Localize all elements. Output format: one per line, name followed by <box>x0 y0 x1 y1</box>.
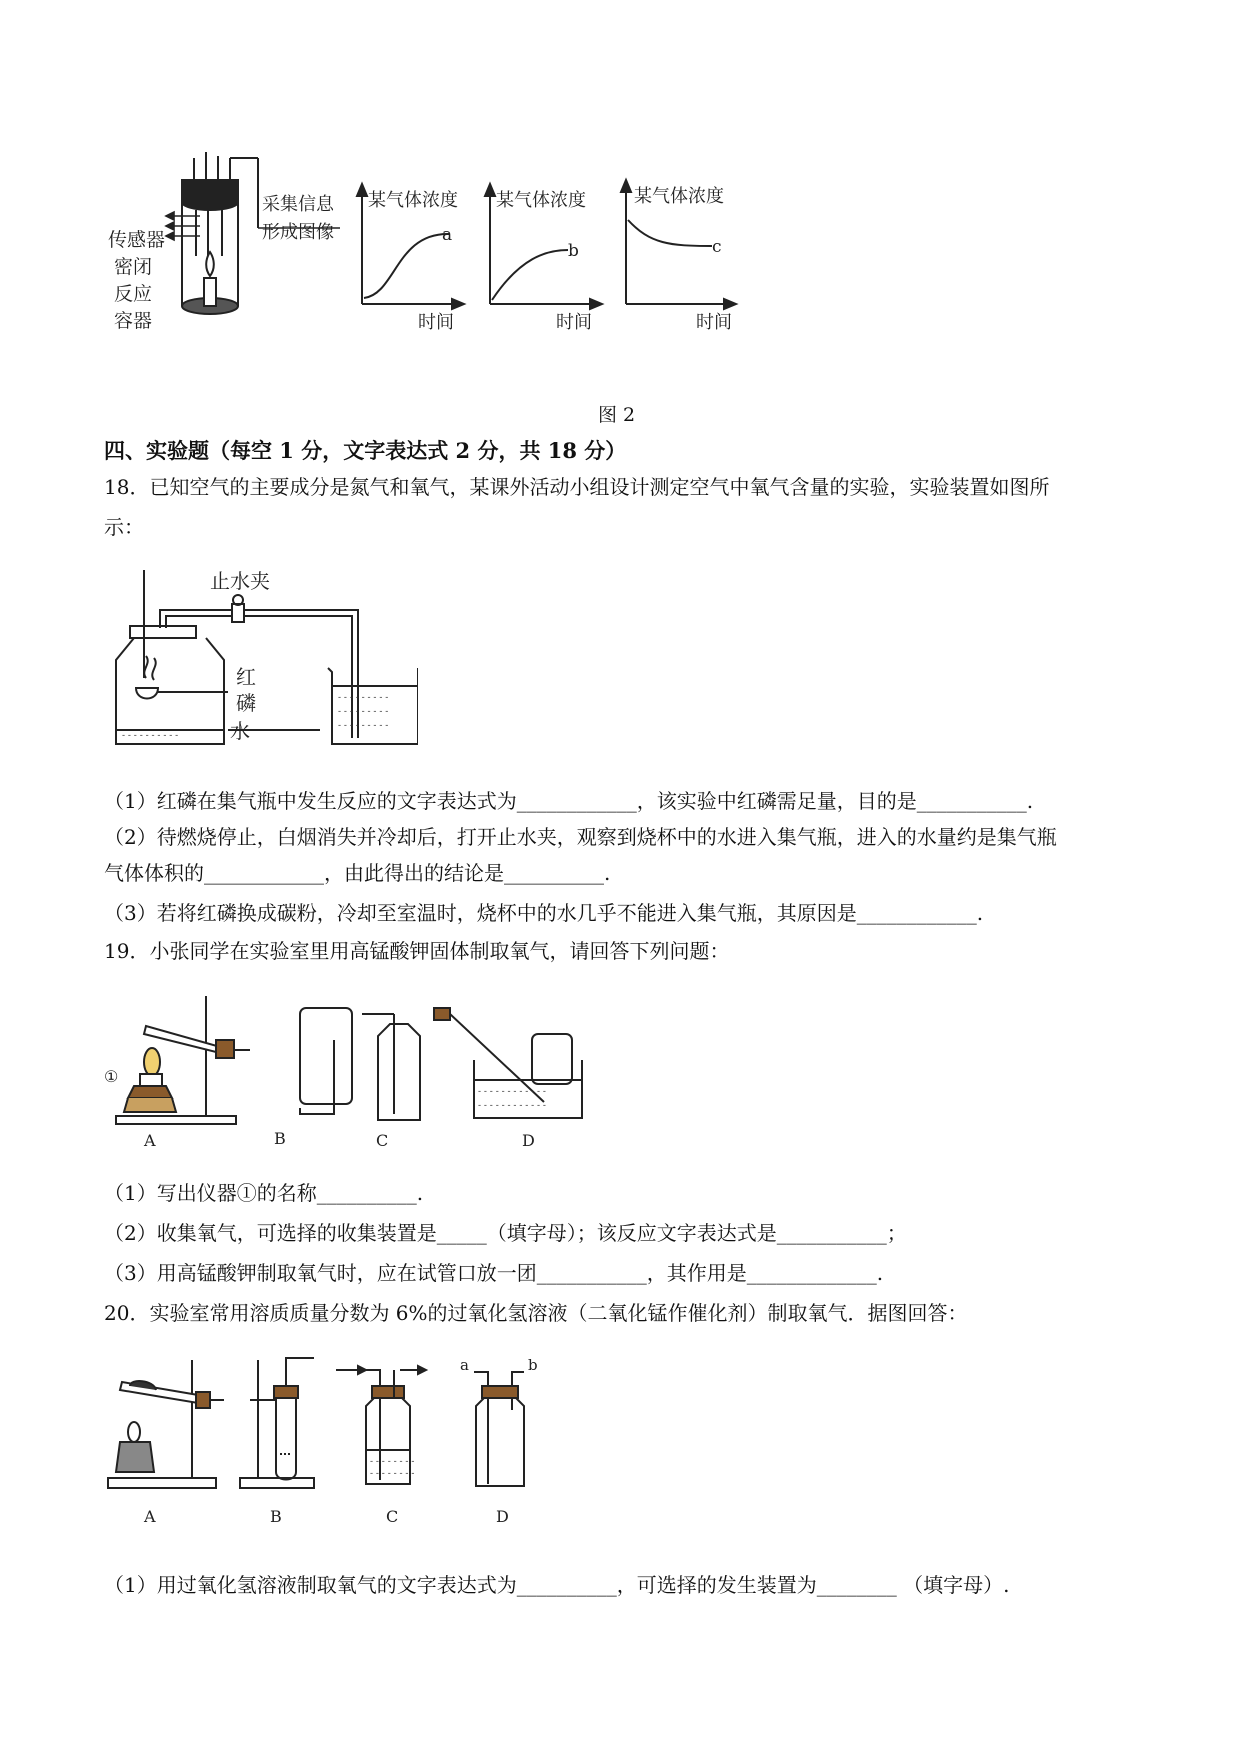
collect-text-2: 形成图像 <box>262 222 334 243</box>
apparatus-B <box>300 1008 352 1114</box>
q19-label-D: D <box>522 1131 535 1150</box>
label-stop-clamp: 止水夹 <box>210 569 270 593</box>
q19-label-B: B <box>274 1129 286 1148</box>
q20-label-C: C <box>386 1507 399 1526</box>
figure-2-caption: 图 2 <box>598 404 636 426</box>
graph-a-xlabel: 时间 <box>418 312 454 333</box>
graph-c-curve-label: c <box>712 237 722 257</box>
collect-info-arrow <box>258 194 340 243</box>
q18-part2-line1: （2）待燃烧停止，白烟消失并冷却后，打开止水夹，观察到烧杯中的水进入集气瓶，进入的水量约是集气瓶 <box>104 825 1057 849</box>
label-sensor: 传感器 <box>108 229 166 251</box>
q19-stem: 19．小张同学在实验室里用高锰酸钾固体制取氧气，请回答下列问题： <box>104 939 730 963</box>
svg-text:- - - - - - - - - - - -: - - - - - - - - - - - - <box>478 1101 546 1111</box>
q18-part2-line2: 气体体积的____________，由此得出的结论是__________. <box>104 861 611 885</box>
svg-text:- - - - - - - -: - - - - - - - - <box>370 1457 415 1467</box>
graph-a-curve-label: a <box>442 225 453 245</box>
svg-text:- - - - - - - -: - - - - - - - - <box>370 1469 415 1479</box>
q19-part1: （1）写出仪器①的名称__________. <box>104 1181 424 1205</box>
label-container: 容器 <box>114 310 153 332</box>
q18-part3: （3）若将红磷换成碳粉，冷却至室温时，烧杯中的水几乎不能进入集气瓶，其原因是____________. <box>104 901 984 925</box>
apparatus-D <box>474 1372 524 1486</box>
q20-part1: （1）用过氧化氢溶液制取氧气的文字表达式为__________，可选择的发生装置为________ （填字母）. <box>104 1573 1010 1597</box>
section-title: 四、实验题（每空 1 分，文字表达式 2 分，共 18 分） <box>104 438 627 463</box>
marker-1: ① <box>104 1067 119 1086</box>
q20-label-A: A <box>144 1507 156 1526</box>
svg-text:- - - - - - - - -: - - - - - - - - - <box>338 721 389 731</box>
q18-apparatus-figure <box>108 560 418 760</box>
apparatus-C <box>362 1014 420 1120</box>
label-reaction: 反应 <box>114 283 153 305</box>
q19-part2: （2）收集氧气，可选择的收集装置是_____（填字母）；该反应文字表达式是___________； <box>104 1221 907 1245</box>
svg-text:- - - - - - - - -: - - - - - - - - - <box>338 693 389 703</box>
collect-text-1: 采集信息 <box>262 194 334 215</box>
svg-text:- - - - - - - - - - - -: - - - - - - - - - - - - <box>478 1087 546 1097</box>
q20-stem: 20．实验室常用溶质质量分数为 6%的过氧化氢溶液（二氧化锰作催化剂）制取氧气．据图回答： <box>104 1301 968 1325</box>
graph-b-xlabel: 时间 <box>556 312 592 333</box>
svg-text:- - - - - - - - -: - - - - - - - - - <box>338 707 389 717</box>
label-water: 水 <box>230 719 250 743</box>
q18-stem-line1: 18．已知空气的主要成分是氮气和氧气，某课外活动小组设计测定空气中氧气含量的实验，实验装置如图所 <box>104 475 1050 499</box>
q19-label-A: A <box>144 1131 156 1150</box>
q18-stem-line2: 示： <box>104 515 144 539</box>
q20-apparatus-figure <box>104 1350 624 1540</box>
graph-b-curve-label: b <box>568 241 579 261</box>
q20-label-D: D <box>496 1507 509 1526</box>
left-labels <box>108 228 165 332</box>
q18-part1: （1）红磷在集气瓶中发生反应的文字表达式为____________，该实验中红磷需足量，目的是___________. <box>104 789 1034 813</box>
q19-part3: （3）用高锰酸钾制取氧气时，应在试管口放一团___________，其作用是_____________. <box>104 1261 884 1285</box>
port-b: b <box>528 1356 538 1374</box>
label-phosphorus: 磷 <box>236 691 256 715</box>
sensor-arrows <box>166 212 200 240</box>
label-sealed: 密闭 <box>114 256 153 278</box>
figure-2 <box>100 128 820 378</box>
graph-c-xlabel: 时间 <box>696 312 732 333</box>
apparatus-B <box>240 1358 314 1488</box>
svg-text:- - - - - - - - - -: - - - - - - - - - - <box>122 731 179 741</box>
label-red: 红 <box>236 665 256 689</box>
graph-a-ylabel: 某气体浓度 <box>368 190 458 211</box>
q19-label-C: C <box>376 1131 389 1150</box>
graph-c-ylabel: 某气体浓度 <box>634 186 724 207</box>
apparatus-A <box>116 996 250 1124</box>
q20-label-B: B <box>270 1507 282 1526</box>
sealed-reaction-container <box>182 152 258 314</box>
q19-apparatus-figure <box>104 990 664 1150</box>
apparatus-A <box>108 1360 224 1488</box>
port-a: a <box>460 1356 469 1374</box>
graph-b-ylabel: 某气体浓度 <box>496 190 586 211</box>
